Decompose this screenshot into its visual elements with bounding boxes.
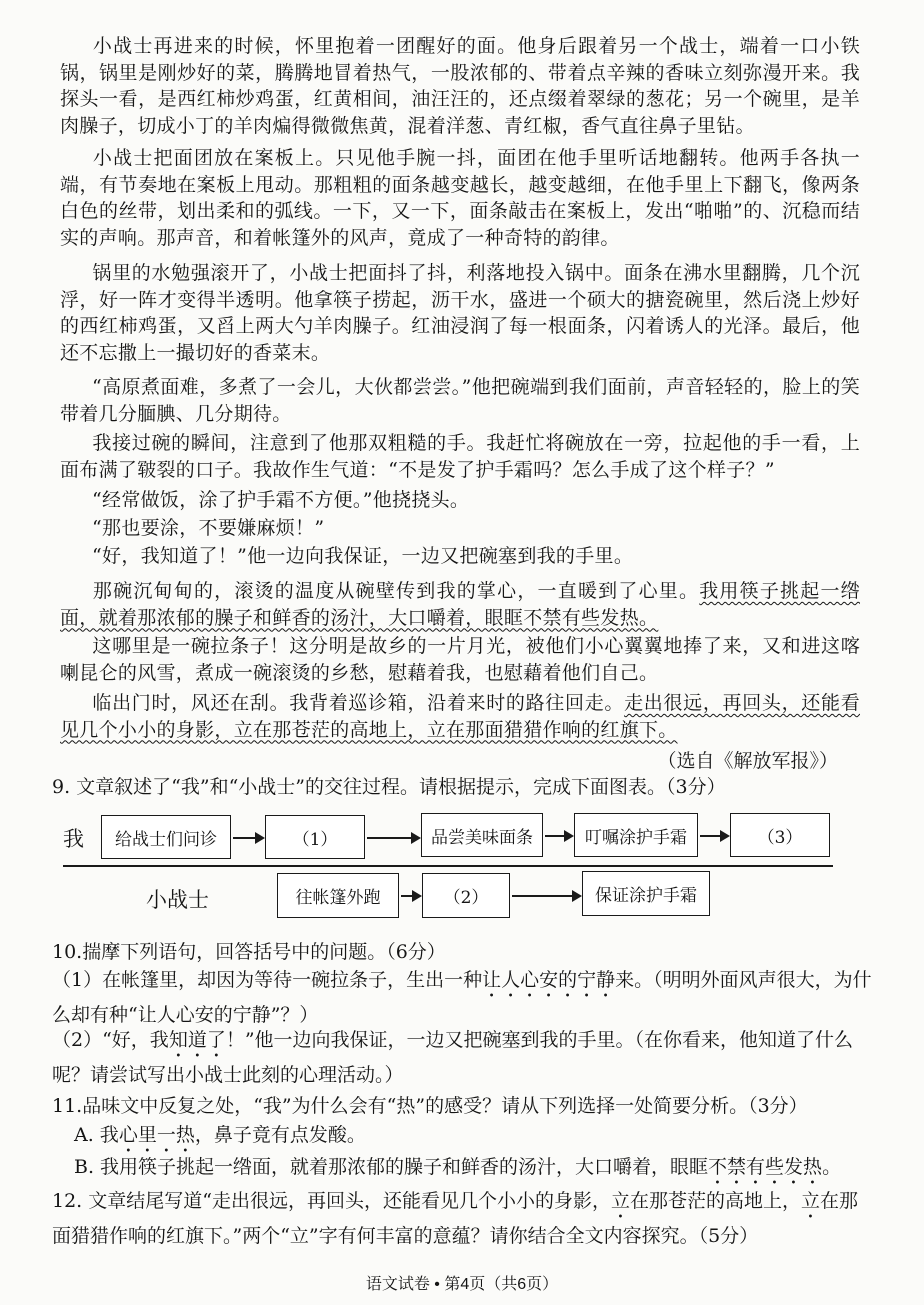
question-10-item-2: （2）“好，我知道了！”他一边向我保证，一边又把碗塞到我的手里。（在你看来，他知道了什么呢？请尝试写出小战士此刻的心理活动。） bbox=[52, 1029, 854, 1086]
flow-box-soldier-3: 保证涂护手霜 bbox=[582, 871, 710, 916]
question-11-option-b: B. 我用筷子挑起一绺面，就着那浓郁的臊子和鲜香的汤汁，大口嚼着，眼眶不禁有些发热。 bbox=[74, 1156, 842, 1178]
flow-box-me-4: 叮嘱涂护手霜 bbox=[574, 813, 698, 857]
flow-box-me-5-blank[interactable]: （3） bbox=[730, 813, 830, 857]
flow-row-label-me: 我 bbox=[63, 827, 84, 851]
underlined-sentence-hot-eyes: 我用筷子挑起一绺面，就着那浓郁的臊子和鲜香的汤汁，大口嚼着，眼眶不禁有些发热。 bbox=[60, 580, 860, 629]
question-11-option-a: A. 我心里一热，鼻子竟有点发酸。 bbox=[74, 1124, 366, 1146]
emphasis-dots: 让人心安的宁静 bbox=[482, 969, 616, 991]
emphasis-dots: 立 bbox=[610, 1190, 630, 1212]
emphasis-dots: 立 bbox=[801, 1190, 821, 1212]
flow-arrow bbox=[401, 895, 420, 897]
flow-arrow bbox=[545, 835, 572, 837]
story-paragraph-8: “好，我知道了！”他一边向我保证，一边又把碗塞到我的手里。 bbox=[92, 545, 634, 567]
story-paragraph-1: 小战士再进来的时候，怀里抱着一团醒好的面。他身后跟着另一个战士，端着一口小铁锅，锅里是刚炒好的菜，腾腾地冒着热气，一股浓郁的、带着点辛辣的香味立刻弥漫开来。我探头一看，是西红柿炒鸡蛋，红黄相间，油汪汪的，还点缀着翠绿的葱花；另一个碗里，是羊肉臊子，切成小丁的羊肉煸得微微焦黄，混着洋葱、青红椒，香气直往鼻子里钻。 bbox=[60, 35, 860, 137]
emphasis-dots: 知道了 bbox=[168, 1029, 226, 1051]
source-citation: （选自《解放军报》） bbox=[657, 750, 838, 772]
story-paragraph-10: 这哪里是一碗拉条子！这分明是故乡的一片月光，被他们小心翼翼地捧了来，又和进这喀喇昆仑的风雪，煮成一碗滚烫的乡愁，慰藉着我，也慰藉着他们自己。 bbox=[60, 635, 860, 684]
story-paragraph-11: 临出门时，风还在刮。我背着巡诊箱，沿着来时的路往回走。走出很远，再回头，还能看见几个小小的身影，立在那苍茫的高地上，立在那面猎猎作响的红旗下。 bbox=[60, 692, 860, 741]
flow-box-soldier-1: 往帐篷外跑 bbox=[277, 873, 399, 918]
flow-divider bbox=[63, 865, 833, 867]
question-10-title: 10.揣摩下列语句，回答括号中的问题。（6分） bbox=[52, 941, 446, 963]
flow-box-me-2-blank[interactable]: （1） bbox=[265, 815, 365, 859]
page-footer: 语文试卷 • 第4页（共6页） bbox=[365, 1276, 559, 1293]
flow-box-soldier-2-blank[interactable]: （2） bbox=[422, 873, 510, 918]
flow-arrow bbox=[512, 895, 580, 897]
story-paragraph-2: 小战士把面团放在案板上。只见他手腕一抖，面团在他手里听话地翻转。他两手各执一端，有节奏地在案板上甩动。那粗粗的面条越变越长，越变越细，在他手里上下翻飞，像两条白色的丝带，划出柔和的弧线。一下，又一下，面条敲击在案板上，发出“啪啪”的、沉稳而结实的声响。那声音，和着帐篷外的风声，竟成了一种奇特的韵律。 bbox=[60, 147, 860, 249]
story-paragraph-7: “那也要涂，不要嫌麻烦！” bbox=[92, 517, 325, 539]
question-12: 12. 文章结尾写道“走出很远，再回头，还能看见几个小小的身影，立在那苍茫的高地上，立在那面猎猎作响的红旗下。”两个“立”字有何丰富的意蕴？请你结合全文内容探究。（5分） bbox=[52, 1190, 859, 1247]
question-9-prompt: 9. 文章叙述了“我”和“小战士”的交往过程。请根据提示，完成下面图表。（3分） bbox=[52, 776, 726, 798]
story-paragraph-3: 锅里的水勉强滚开了，小战士把面抖了抖，利落地投入锅中。面条在沸水里翻腾，几个沉浮，好一阵才变得半透明。他拿筷子捞起，沥干水，盛进一个硕大的搪瓷碗里，然后浇上炒好的西红柿鸡蛋，又舀上两大勺羊肉臊子。红油浸润了每一根面条，闪着诱人的光泽。最后，他还不忘撒上一撮切好的香菜末。 bbox=[60, 262, 860, 364]
flow-arrow bbox=[233, 837, 263, 839]
emphasis-dots: 不禁有些发热 bbox=[708, 1156, 823, 1178]
flow-box-me-1: 给战士们问诊 bbox=[101, 815, 231, 859]
question-10-item-1: （1）在帐篷里，却因为等待一碗拉条子，生出一种让人心安的宁静来。（明明外面风声很大，为什么却有种“让人心安的宁静”？） bbox=[52, 969, 872, 1026]
story-paragraph-4: “高原煮面难，多煮了一会儿，大伙都尝尝。”他把碗端到我们面前，声音轻轻的，脸上的笑带着几分腼腆、几分期待。 bbox=[60, 376, 860, 425]
question-11-title: 11.品味文中反复之处，“我”为什么会有“热”的感受？请从下列选择一处简要分析。（3分） bbox=[52, 1095, 808, 1117]
emphasis-dots: 心里一热 bbox=[118, 1124, 195, 1146]
story-paragraph-9: 那碗沉甸甸的，滚烫的温度从碗壁传到我的掌心，一直暖到了心里。我用筷子挑起一绺面，就着那浓郁的臊子和鲜香的汤汁，大口嚼着，眼眶不禁有些发热。 bbox=[60, 580, 860, 629]
story-paragraph-6: “经常做饭，涂了护手霜不方便。”他挠挠头。 bbox=[92, 489, 470, 511]
underlined-sentence-ending: 走出很远，再回头，还能看见几个小小的身影，立在那苍茫的高地上，立在那面猎猎作响的红旗下。 bbox=[60, 692, 860, 741]
flow-row-label-soldier: 小战士 bbox=[146, 888, 209, 912]
flow-arrow bbox=[700, 835, 728, 837]
flow-arrow bbox=[367, 837, 419, 839]
story-paragraph-5: 我接过碗的瞬间，注意到了他那双粗糙的手。我赶忙将碗放在一旁，拉起他的手一看，上面布满了皲裂的口子。我故作生气道：“不是发了护手霜吗？怎么手成了这个样子？” bbox=[60, 432, 860, 481]
flow-box-me-3: 品尝美味面条 bbox=[421, 813, 543, 857]
